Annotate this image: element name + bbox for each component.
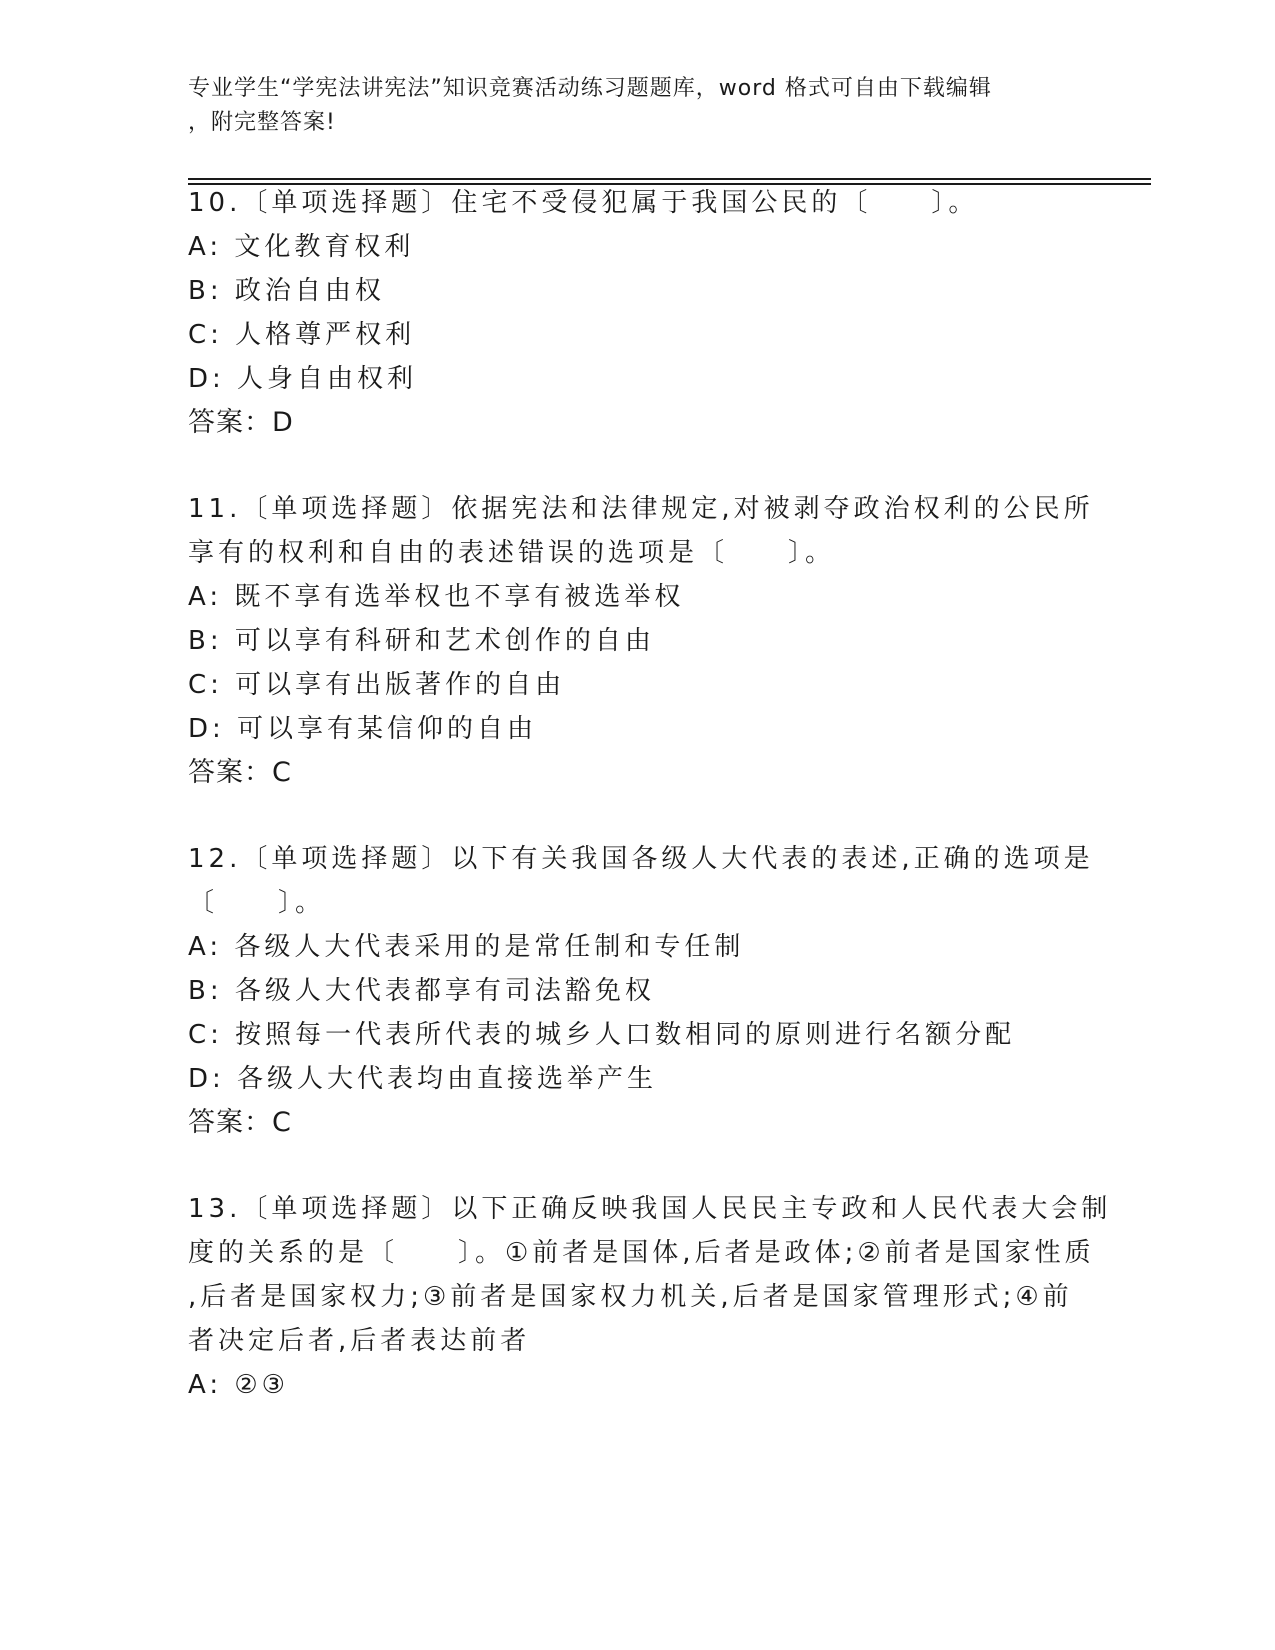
answer-label: 答案：D <box>188 407 294 438</box>
option-a: A: 文化教育权利 <box>188 232 415 262</box>
option-b: B: 各级人大代表都享有司法豁免权 <box>188 976 655 1006</box>
header-divider-top <box>188 178 1151 180</box>
question-stem: 11.〔单项选择题〕依据宪法和法律规定,对被剥夺政治权利的公民所 <box>188 494 1094 524</box>
question-stem-continued: 享有的权利和自由的表述错误的选项是〔 〕。 <box>188 538 836 568</box>
option-b: B: 政治自由权 <box>188 276 385 306</box>
option-c: C: 按照每一代表所代表的城乡人口数相同的原则进行名额分配 <box>188 1020 1016 1050</box>
question-stem-continued: ,后者是国家权力;③前者是国家权力机关,后者是国家管理形式;④前 <box>188 1282 1073 1312</box>
option-d: D: 各级人大代表均由直接选举产生 <box>188 1064 658 1094</box>
question-stem: 10.〔单项选择题〕住宅不受侵犯属于我国公民的〔 〕。 <box>188 188 979 218</box>
question-stem: 13.〔单项选择题〕以下正确反映我国人民民主专政和人民代表大会制 <box>188 1194 1112 1224</box>
answer-label: 答案：C <box>188 757 292 788</box>
question-stem-continued: 度的关系的是〔 〕。①前者是国体,后者是政体;②前者是国家性质 <box>188 1238 1095 1268</box>
answer-label: 答案：C <box>188 1107 292 1138</box>
question-stem-continued: 〔 〕。 <box>188 888 326 918</box>
option-d: D: 人身自由权利 <box>188 364 418 394</box>
option-a: A: 各级人大代表采用的是常任制和专任制 <box>188 932 745 962</box>
option-a: A: ②③ <box>188 1370 289 1400</box>
header-line-1: 专业学生“学宪法讲宪法”知识竞赛活动练习题题库，word 格式可自由下载编辑 <box>188 76 992 101</box>
option-b: B: 可以享有科研和艺术创作的自由 <box>188 626 655 656</box>
question-stem-continued: 者决定后者,后者表达前者 <box>188 1326 531 1356</box>
option-c: C: 可以享有出版著作的自由 <box>188 670 566 700</box>
header-line-2: ，附完整答案! <box>188 110 336 135</box>
header-divider-bottom <box>188 183 1151 185</box>
document-header <box>188 72 1088 140</box>
option-d: D: 可以享有某信仰的自由 <box>188 714 538 744</box>
option-c: C: 人格尊严权利 <box>188 320 416 350</box>
question-stem: 12.〔单项选择题〕以下有关我国各级人大代表的表述,正确的选项是 <box>188 844 1094 874</box>
option-a: A: 既不享有选举权也不享有被选举权 <box>188 582 685 612</box>
